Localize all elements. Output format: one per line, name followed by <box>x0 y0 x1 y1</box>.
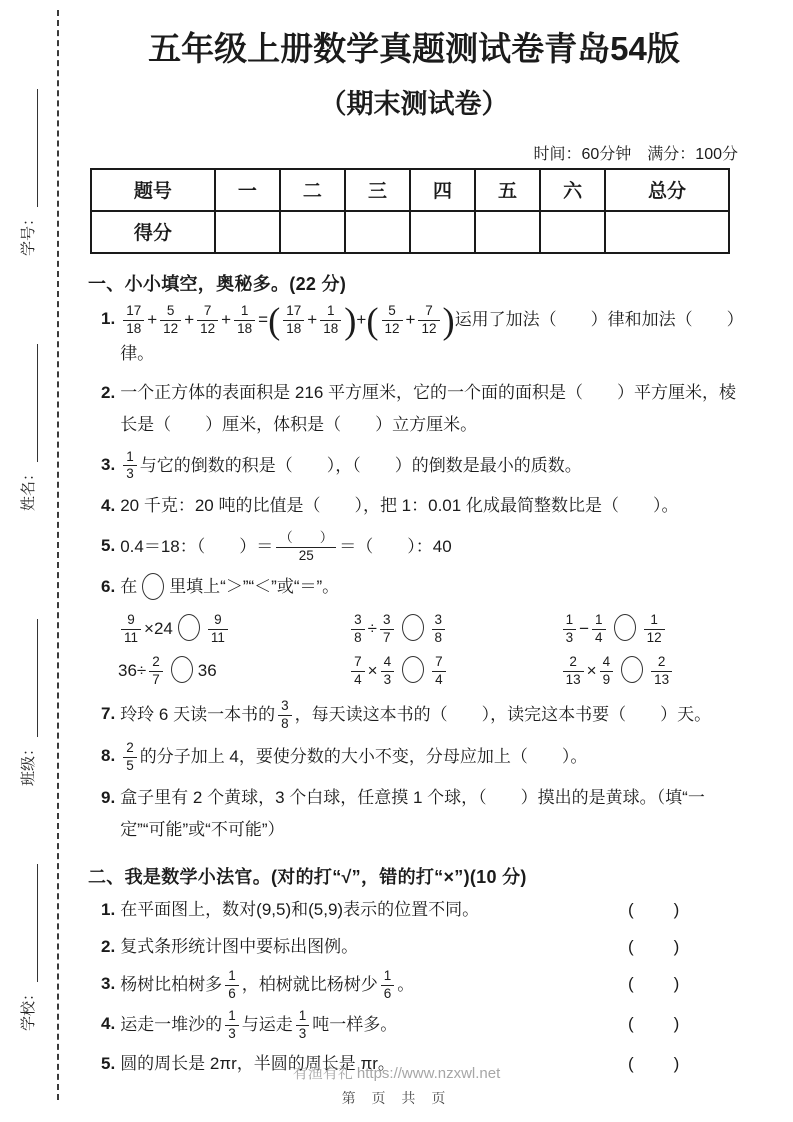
question-number: 6. <box>101 577 116 597</box>
comparison-circle-blank[interactable] <box>178 614 200 641</box>
comparison-circle-blank[interactable] <box>402 614 424 641</box>
fraction: $\frac{2}{5}$ <box>123 740 137 775</box>
exam-meta: 时间：60分钟 满分：100分 <box>533 145 738 163</box>
page-subtitle: （期末测试卷） <box>319 88 509 119</box>
question-number: 1. <box>101 308 116 328</box>
fraction: $\frac{7}{12}$ <box>418 303 439 338</box>
question-body: 在 里填上“＞”“＜”或“＝”。 <box>120 571 740 603</box>
tf-item-2 <box>88 931 740 963</box>
big-paren: ( <box>366 299 379 341</box>
score-input-cell[interactable] <box>345 211 410 253</box>
comparison-item[interactable]: $\frac{7}{4}$ × $\frac{4}{3}$ $\frac{7}{4}$ <box>348 653 559 689</box>
school-label: 学校： <box>19 985 37 1032</box>
class-field <box>0 605 54 800</box>
fraction: $\frac{1}{3}$ <box>296 1008 310 1043</box>
score-header-cell: 四 <box>410 169 475 211</box>
comparison-circle-blank[interactable] <box>171 656 193 683</box>
fraction: $\frac{9}{11}$ <box>121 612 141 647</box>
student-id-label: 学号： <box>19 210 37 257</box>
comparison-item[interactable]: $\frac{3}{8}$ ÷ $\frac{3}{7}$ $\frac{3}{8}$ <box>348 611 559 647</box>
question-number: 3. <box>101 454 116 474</box>
fraction: $\frac{1}{12}$ <box>644 612 665 647</box>
fraction: $\frac{5}{12}$ <box>160 303 181 338</box>
student-name-label: 姓名： <box>19 465 37 512</box>
score-input-cell[interactable] <box>410 211 475 253</box>
class-blank[interactable] <box>19 619 37 737</box>
answer-bracket[interactable]: ( ) <box>628 936 682 956</box>
score-header-cell: 三 <box>345 169 410 211</box>
question-body[interactable]: 0.4＝18：（ ）＝ （ ） 25 ＝（ ）：40 <box>120 529 452 563</box>
question-number: 4. <box>101 1013 116 1033</box>
question-1 <box>88 299 740 370</box>
question-number: 7. <box>101 704 116 724</box>
fraction: $\frac{3}{8}$ <box>432 612 446 647</box>
fraction: $\frac{4}{3}$ <box>381 654 395 689</box>
question-number: 9. <box>101 787 116 807</box>
question-number: 2. <box>101 382 116 402</box>
section1-heading: 一、小小填空，奥秘多。(22 分) <box>88 273 347 294</box>
score-header-cell: 五 <box>475 169 540 211</box>
question-number: 2. <box>101 936 116 956</box>
fraction: $\frac{17}{18}$ <box>123 303 144 338</box>
question-body: 复式条形统计图中要标出图例。 <box>120 936 359 956</box>
fraction: $\frac{5}{12}$ <box>382 303 403 338</box>
tf-item-1 <box>88 894 740 926</box>
page-title: 五年级上册数学真题测试卷青岛54版 <box>148 30 680 67</box>
fraction: $\frac{1}{3}$ <box>123 449 137 484</box>
school-field <box>0 850 54 1045</box>
score-input-cell[interactable] <box>280 211 345 253</box>
question-body[interactable]: 玲玲 6 天读一本书的 $\frac{3}{8}$ ，每天读这本书的（ ），读完这本书要（ ）天。 <box>120 698 712 732</box>
tf-item-3 <box>88 968 740 1003</box>
question-number: 3. <box>101 974 116 994</box>
fraction: $\frac{2}{13}$ <box>563 654 584 689</box>
student-id-blank[interactable] <box>19 89 37 207</box>
question-body[interactable]: $\frac{1}{3}$ 与它的倒数的积是（ ），（ ）的倒数是最小的质数。 <box>120 449 740 484</box>
question-body[interactable]: $\frac{17}{18}$ + $\frac{5}{12}$ + $\frac{7}{12}$ + $\frac{1}{18}$ =( $\frac{17}{18}$ + $\frac{1}{18}$ )+( $\frac{5}{12}$ + $\frac{7}{12}$ )运用了加法（ ）律和加法（ ）律。 <box>120 299 736 363</box>
comparison-circle-blank[interactable] <box>614 614 636 641</box>
fraction: $\frac{3}{8}$ <box>351 612 365 647</box>
score-input-cell[interactable] <box>605 211 729 253</box>
question-number: 8. <box>101 746 116 766</box>
footer-site-link[interactable]: 有渔有礼 https://www.nzxwl.net <box>292 1065 501 1082</box>
big-paren: ) <box>344 299 357 341</box>
fraction: $\frac{1}{6}$ <box>225 968 239 1003</box>
answer-bracket[interactable]: ( ) <box>628 1053 682 1073</box>
question-number: 5. <box>101 535 116 555</box>
question-body: 圆的周长是 2πr，半圆的周长是 πr。 <box>120 1053 395 1073</box>
fraction: $\frac{9}{11}$ <box>208 612 228 647</box>
question-body[interactable]: 盒子里有 2 个黄球，3 个白球，任意摸 1 个球，（ ）摸出的是黄球。（填“一定”“可能”或“不可能”） <box>120 787 705 840</box>
seal-dashed-line <box>57 10 59 1100</box>
question-number: 1. <box>101 899 116 919</box>
class-label: 班级： <box>19 740 37 787</box>
fraction: $\frac{1}{18}$ <box>234 303 255 338</box>
fraction: $\frac{7}{4}$ <box>432 654 446 689</box>
question-9 <box>88 782 740 847</box>
fraction: $\frac{1}{6}$ <box>381 968 395 1003</box>
answer-bracket[interactable]: ( ) <box>628 1013 682 1033</box>
student-name-blank[interactable] <box>19 344 37 462</box>
fraction: $\frac{2}{13}$ <box>651 654 672 689</box>
comparison-item[interactable]: $\frac{1}{3}$ − $\frac{1}{4}$ $\frac{1}{12}$ <box>560 611 740 647</box>
question-number: 5. <box>101 1053 116 1073</box>
score-input-cell[interactable] <box>475 211 540 253</box>
question-body: 运走一堆沙的 $\frac{1}{3}$ 与运走 $\frac{1}{3}$ 吨一样多。 <box>120 1007 398 1041</box>
fraction: $\frac{1}{3}$ <box>225 1008 239 1043</box>
comparison-item[interactable]: $\frac{2}{13}$ × $\frac{4}{9}$ $\frac{2}{13}$ <box>560 653 740 689</box>
score-table-header-row <box>91 169 729 211</box>
page-footer <box>0 1062 793 1108</box>
fraction: $\frac{1}{4}$ <box>592 612 606 647</box>
score-input-cell[interactable] <box>540 211 605 253</box>
question-body: 杨树比柏树多 $\frac{1}{6}$ ，柏树就比杨树少 $\frac{1}{6}$ 。 <box>120 968 415 1002</box>
school-blank[interactable] <box>19 864 37 982</box>
fraction: （ ） 25 <box>276 530 336 565</box>
answer-bracket[interactable]: ( ) <box>628 899 682 919</box>
answer-bracket[interactable]: ( ) <box>628 974 682 994</box>
comparison-circle-blank[interactable] <box>621 656 643 683</box>
score-header-cell: 二 <box>280 169 345 211</box>
score-header-cell: 题号 <box>91 169 215 211</box>
student-id-field <box>0 75 54 270</box>
question-body[interactable]: 20 千克：20 吨的比值是（ ），把 1：0.01 化成最简整数比是（ ）。 <box>120 496 679 516</box>
question-5 <box>88 530 740 565</box>
question-3 <box>88 449 740 484</box>
comparison-circle-blank[interactable] <box>402 656 424 683</box>
score-header-cell: 一 <box>215 169 280 211</box>
question-body[interactable]: 一个正方体的表面积是 216 平方厘米，它的一个面的面积是（ ）平方厘米，棱长是（ ）厘米，体积是（ ）立方厘米。 <box>120 382 736 435</box>
comparison-item[interactable]: $\frac{9}{11}$ ×24 $\frac{9}{11}$ <box>118 611 348 647</box>
score-header-cell: 六 <box>540 169 605 211</box>
score-header-cell: 总分 <box>605 169 729 211</box>
score-row-label: 得分 <box>91 211 215 253</box>
fraction: $\frac{17}{18}$ <box>283 303 304 338</box>
big-paren: ) <box>442 299 455 341</box>
question-4 <box>88 490 740 522</box>
question-8 <box>88 740 740 775</box>
comparison-grid <box>88 611 740 689</box>
fraction: $\frac{7}{4}$ <box>351 654 365 689</box>
fraction: $\frac{4}{9}$ <box>600 654 614 689</box>
score-table <box>90 168 730 254</box>
question-7 <box>88 698 740 733</box>
question-number: 4. <box>101 496 116 516</box>
comparison-item[interactable]: 36÷ $\frac{2}{7}$ 36 <box>118 653 217 687</box>
fraction: $\frac{1}{18}$ <box>320 303 341 338</box>
question-6 <box>88 571 740 603</box>
question-body[interactable]: $\frac{2}{5}$ 的分子加上 4，要使分数的大小不变，分母应加上（ ）。 <box>120 740 740 775</box>
big-paren: ( <box>268 299 281 341</box>
question-2 <box>88 377 740 442</box>
comparison-circle-blank[interactable] <box>142 573 164 600</box>
question-body: 在平面图上，数对(9,5)和(5,9)表示的位置不同。 <box>120 899 480 919</box>
fraction: $\frac{3}{8}$ <box>278 698 292 733</box>
fraction: $\frac{3}{7}$ <box>380 612 394 647</box>
score-input-cell[interactable] <box>215 211 280 253</box>
fraction: $\frac{1}{3}$ <box>563 612 577 647</box>
student-name-field <box>0 330 54 525</box>
fraction: $\frac{2}{7}$ <box>149 654 163 689</box>
score-table-score-row <box>91 211 729 253</box>
section2-heading: 二、我是数学小法官。(对的打“√”，错的打“×”)(10 分) <box>88 866 527 887</box>
footer-page-number: 第 页 共 页 <box>341 1090 452 1106</box>
fraction: $\frac{7}{12}$ <box>197 303 218 338</box>
tf-item-4 <box>88 1008 740 1043</box>
